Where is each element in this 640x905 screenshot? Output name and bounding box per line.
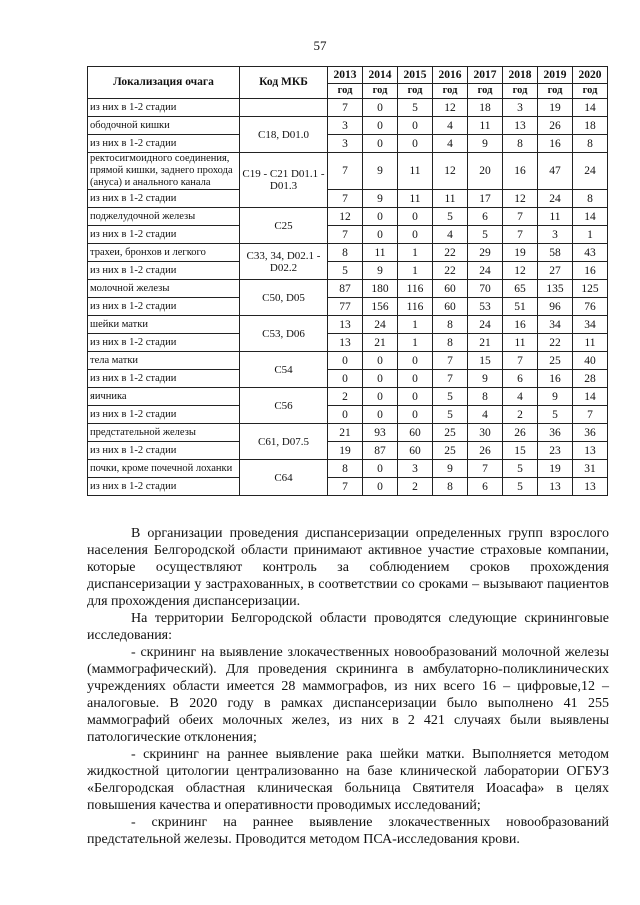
cell-value: 22 <box>433 262 468 280</box>
list-item: - скрининг на выявление злокачественных новообразований молочной железы (маммографический). Для проведения скрининга в амбулаторно-поликлинических учреждениях области имеется 28 маммографов, из них всего 16 – цифровые,12 – аналоговые. В 2020 году в рамках диспансеризации было выполнено 41 255 маммографий обеих молочных желез, из них в 2 421 случаях были выявлены патологические отклонения; <box>87 645 609 745</box>
cell-value: 0 <box>363 135 398 153</box>
cell-value: 7 <box>433 370 468 388</box>
cell-value: 4 <box>433 226 468 244</box>
cell-value: 21 <box>328 424 363 442</box>
cell-value: 7 <box>573 406 608 424</box>
cell-value: 11 <box>538 208 573 226</box>
cell-value: 60 <box>433 280 468 298</box>
cell-value: 0 <box>398 135 433 153</box>
header-icd-code: Код МКБ <box>240 67 328 99</box>
cell-value: 13 <box>503 117 538 135</box>
cell-value: 156 <box>363 298 398 316</box>
cell-value: 77 <box>328 298 363 316</box>
cell-value: 5 <box>433 406 468 424</box>
cell-value: 7 <box>328 99 363 117</box>
table-row <box>88 262 608 280</box>
cell-value: 0 <box>398 117 433 135</box>
cell-value: 11 <box>398 190 433 208</box>
cell-value: 4 <box>433 117 468 135</box>
cell-localization: из них в 1-2 стадии <box>88 190 240 208</box>
cell-localization: из них в 1-2 стадии <box>88 226 240 244</box>
cell-localization: из них в 1-2 стадии <box>88 442 240 460</box>
cell-icd-code: C33, 34, D02.1 - D02.2 <box>240 244 328 280</box>
cell-value: 21 <box>363 334 398 352</box>
cell-value: 8 <box>468 388 503 406</box>
cell-value: 19 <box>538 99 573 117</box>
cell-value: 7 <box>328 478 363 496</box>
table-row <box>88 424 608 442</box>
cell-value: 1 <box>398 262 433 280</box>
cell-value: 40 <box>573 352 608 370</box>
cell-value: 4 <box>503 388 538 406</box>
cell-value: 4 <box>433 135 468 153</box>
cell-value: 3 <box>503 99 538 117</box>
cell-value: 5 <box>433 388 468 406</box>
cell-value: 16 <box>538 135 573 153</box>
cell-value: 20 <box>468 153 503 190</box>
paragraph: В организации проведения диспансеризации определенных групп взрослого населения Белгородской области принимают активное участие страховые компании, которые осуществляют контроль за соблюдением сроков прохождения диспансеризации у застрахованных, в соответствии со сроками – вызывают пациентов для прохождения диспансеризации. <box>87 526 609 609</box>
cell-value: 13 <box>328 316 363 334</box>
cell-value: 180 <box>363 280 398 298</box>
cell-value: 15 <box>503 442 538 460</box>
cell-icd-code: C56 <box>240 388 328 424</box>
header-year: 2017 год <box>468 67 503 99</box>
table-row <box>88 460 608 478</box>
cell-localization: из них в 1-2 стадии <box>88 298 240 316</box>
cell-localization: из них в 1-2 стадии <box>88 406 240 424</box>
cell-value: 65 <box>503 280 538 298</box>
list-item: - скрининг на раннее выявление злокачественных новообразований предстательной железы. Проводится методом ПСА-исследования крови. <box>87 815 609 847</box>
cell-value: 0 <box>363 99 398 117</box>
cell-icd-code: C64 <box>240 460 328 496</box>
table-header-row <box>88 67 608 99</box>
cell-value: 5 <box>398 99 433 117</box>
table-row <box>88 117 608 135</box>
cell-value: 18 <box>468 99 503 117</box>
cell-value: 8 <box>433 316 468 334</box>
table-row <box>88 153 608 190</box>
cell-value: 8 <box>573 190 608 208</box>
cell-localization: поджелудочной железы <box>88 208 240 226</box>
cell-icd-code: C61, D07.5 <box>240 424 328 460</box>
cell-value: 11 <box>398 153 433 190</box>
table-row <box>88 316 608 334</box>
cell-value: 6 <box>503 370 538 388</box>
table-row <box>88 388 608 406</box>
cell-value: 26 <box>538 117 573 135</box>
cell-value: 12 <box>328 208 363 226</box>
cell-value: 2 <box>398 478 433 496</box>
cell-value: 51 <box>503 298 538 316</box>
table-row <box>88 334 608 352</box>
cell-value: 24 <box>363 316 398 334</box>
cell-value: 19 <box>503 244 538 262</box>
cell-value: 16 <box>503 153 538 190</box>
cell-value: 26 <box>468 442 503 460</box>
cell-value: 9 <box>468 135 503 153</box>
header-year: 2013 год <box>328 67 363 99</box>
cell-value: 25 <box>433 442 468 460</box>
cell-value: 22 <box>433 244 468 262</box>
cell-value: 14 <box>573 208 608 226</box>
header-year: 2014 год <box>363 67 398 99</box>
cell-value: 0 <box>398 388 433 406</box>
oncology-table <box>87 66 608 496</box>
cell-value: 22 <box>538 334 573 352</box>
table-row <box>88 135 608 153</box>
header-year: 2020 год <box>573 67 608 99</box>
cell-value: 5 <box>468 226 503 244</box>
cell-value: 7 <box>503 352 538 370</box>
page-number: 57 <box>313 38 327 53</box>
cell-value: 0 <box>328 352 363 370</box>
cell-value: 5 <box>433 208 468 226</box>
cell-value: 12 <box>433 99 468 117</box>
cell-value: 96 <box>538 298 573 316</box>
cell-value: 23 <box>538 442 573 460</box>
cell-value: 6 <box>468 478 503 496</box>
paragraph: На территории Белгородской области проводятся следующие скрининговые исследования: <box>87 611 609 643</box>
cell-value: 60 <box>433 298 468 316</box>
cell-localization: из них в 1-2 стадии <box>88 334 240 352</box>
table-row <box>88 442 608 460</box>
table-row <box>88 226 608 244</box>
cell-value: 15 <box>468 352 503 370</box>
table-row <box>88 298 608 316</box>
cell-value: 26 <box>503 424 538 442</box>
cell-localization: тела матки <box>88 352 240 370</box>
cell-value: 9 <box>468 370 503 388</box>
cell-value: 7 <box>503 208 538 226</box>
cell-value: 24 <box>538 190 573 208</box>
cell-value: 7 <box>468 460 503 478</box>
cell-value: 9 <box>363 190 398 208</box>
cell-value: 5 <box>538 406 573 424</box>
cell-localization: ректосигмоидного соединения, прямой кишки, заднего прохода (ануса) и анального канала <box>88 153 240 190</box>
cell-value: 116 <box>398 280 433 298</box>
cell-value: 0 <box>363 460 398 478</box>
cell-value: 14 <box>573 388 608 406</box>
header-localization: Локализация очага <box>88 67 240 99</box>
cell-value: 6 <box>468 208 503 226</box>
cell-value: 9 <box>433 460 468 478</box>
cell-value: 12 <box>503 262 538 280</box>
cell-value: 34 <box>538 316 573 334</box>
table-row <box>88 208 608 226</box>
cell-icd-code: C25 <box>240 208 328 244</box>
cell-value: 1 <box>398 316 433 334</box>
cell-localization: из них в 1-2 стадии <box>88 99 240 117</box>
cell-value: 9 <box>538 388 573 406</box>
cell-value: 0 <box>328 406 363 424</box>
cell-value: 24 <box>468 262 503 280</box>
cell-value: 13 <box>573 478 608 496</box>
cell-value: 8 <box>573 135 608 153</box>
cell-value: 11 <box>468 117 503 135</box>
cell-icd-code: C54 <box>240 352 328 388</box>
cell-icd-code: C19 - C21 D01.1 - D01.3 <box>240 153 328 208</box>
cell-value: 16 <box>573 262 608 280</box>
cell-value: 1 <box>573 226 608 244</box>
cell-value: 11 <box>433 190 468 208</box>
cell-value: 53 <box>468 298 503 316</box>
cell-icd-code: C53, D06 <box>240 316 328 352</box>
cell-value: 8 <box>328 460 363 478</box>
table-row <box>88 406 608 424</box>
cell-icd-code: C18, D01.0 <box>240 117 328 153</box>
header-year: 2019 год <box>538 67 573 99</box>
cell-localization: из них в 1-2 стадии <box>88 135 240 153</box>
cell-value: 0 <box>363 226 398 244</box>
cell-value: 2 <box>503 406 538 424</box>
cell-value: 13 <box>538 478 573 496</box>
cell-value: 12 <box>433 153 468 190</box>
cell-value: 3 <box>328 117 363 135</box>
cell-value: 7 <box>433 352 468 370</box>
cell-value: 25 <box>538 352 573 370</box>
header-year: 2016 год <box>433 67 468 99</box>
cell-value: 0 <box>363 208 398 226</box>
cell-value: 16 <box>538 370 573 388</box>
cell-value: 87 <box>363 442 398 460</box>
cell-value: 58 <box>538 244 573 262</box>
cell-value: 13 <box>328 334 363 352</box>
table-row <box>88 352 608 370</box>
cell-icd-code: C50, D05 <box>240 280 328 316</box>
cell-localization: трахеи, бронхов и легкого <box>88 244 240 262</box>
table-row <box>88 190 608 208</box>
cell-value: 60 <box>398 424 433 442</box>
cell-value: 17 <box>468 190 503 208</box>
cell-value: 7 <box>328 226 363 244</box>
header-year: 2015 год <box>398 67 433 99</box>
cell-localization: из них в 1-2 стадии <box>88 262 240 280</box>
list-item: - скрининг на раннее выявление рака шейки матки. Выполняется методом жидкостной цитологии централизованно на базе клинической лаборатории ОГБУЗ «Белгородская областная клиническая больница Святителя Иоасафа» в целях повышения качества и оперативности проводимых исследований; <box>87 747 609 813</box>
cell-value: 8 <box>433 478 468 496</box>
cell-value: 0 <box>363 370 398 388</box>
cell-value: 28 <box>573 370 608 388</box>
cell-localization: молочной железы <box>88 280 240 298</box>
cell-icd-code <box>240 99 328 117</box>
table-row <box>88 280 608 298</box>
cell-value: 9 <box>363 262 398 280</box>
cell-value: 13 <box>573 442 608 460</box>
cell-value: 93 <box>363 424 398 442</box>
cell-value: 0 <box>328 370 363 388</box>
cell-value: 0 <box>398 370 433 388</box>
cell-value: 87 <box>328 280 363 298</box>
table-row <box>88 370 608 388</box>
cell-value: 7 <box>503 226 538 244</box>
cell-value: 19 <box>328 442 363 460</box>
cell-value: 30 <box>468 424 503 442</box>
cell-value: 36 <box>573 424 608 442</box>
cell-value: 9 <box>363 153 398 190</box>
cell-value: 43 <box>573 244 608 262</box>
cell-value: 36 <box>538 424 573 442</box>
cell-value: 24 <box>573 153 608 190</box>
cell-value: 34 <box>573 316 608 334</box>
cell-value: 0 <box>398 226 433 244</box>
table-row <box>88 478 608 496</box>
cell-value: 16 <box>503 316 538 334</box>
cell-value: 3 <box>398 460 433 478</box>
body-text <box>87 525 609 848</box>
cell-value: 8 <box>328 244 363 262</box>
cell-value: 60 <box>398 442 433 460</box>
cell-value: 5 <box>503 478 538 496</box>
cell-value: 0 <box>363 352 398 370</box>
cell-value: 1 <box>398 244 433 262</box>
cell-value: 3 <box>328 135 363 153</box>
cell-value: 0 <box>363 117 398 135</box>
cell-value: 47 <box>538 153 573 190</box>
cell-value: 24 <box>468 316 503 334</box>
cell-value: 18 <box>573 117 608 135</box>
cell-value: 76 <box>573 298 608 316</box>
table-row <box>88 244 608 262</box>
cell-value: 0 <box>363 388 398 406</box>
cell-value: 11 <box>573 334 608 352</box>
cell-value: 0 <box>363 406 398 424</box>
cell-value: 11 <box>363 244 398 262</box>
cell-value: 14 <box>573 99 608 117</box>
cell-value: 12 <box>503 190 538 208</box>
cell-value: 0 <box>363 478 398 496</box>
cell-value: 4 <box>468 406 503 424</box>
cell-value: 0 <box>398 208 433 226</box>
table-row <box>88 99 608 117</box>
cell-value: 8 <box>433 334 468 352</box>
header-year: 2018 год <box>503 67 538 99</box>
cell-localization: из них в 1-2 стадии <box>88 370 240 388</box>
cell-value: 1 <box>398 334 433 352</box>
cell-localization: шейки матки <box>88 316 240 334</box>
cell-value: 125 <box>573 280 608 298</box>
cell-value: 0 <box>398 406 433 424</box>
cell-localization: из них в 1-2 стадии <box>88 478 240 496</box>
cell-value: 70 <box>468 280 503 298</box>
cell-value: 19 <box>538 460 573 478</box>
cell-localization: ободочной кишки <box>88 117 240 135</box>
cell-localization: яичника <box>88 388 240 406</box>
cell-localization: почки, кроме почечной лоханки <box>88 460 240 478</box>
cell-value: 8 <box>503 135 538 153</box>
cell-value: 27 <box>538 262 573 280</box>
cell-value: 7 <box>328 153 363 190</box>
cell-value: 21 <box>468 334 503 352</box>
cell-value: 7 <box>328 190 363 208</box>
cell-value: 116 <box>398 298 433 316</box>
cell-localization: предстательной железы <box>88 424 240 442</box>
cell-value: 25 <box>433 424 468 442</box>
cell-value: 2 <box>328 388 363 406</box>
cell-value: 0 <box>398 352 433 370</box>
cell-value: 135 <box>538 280 573 298</box>
cell-value: 3 <box>538 226 573 244</box>
cell-value: 5 <box>503 460 538 478</box>
cell-value: 31 <box>573 460 608 478</box>
cell-value: 5 <box>328 262 363 280</box>
cell-value: 29 <box>468 244 503 262</box>
cell-value: 11 <box>503 334 538 352</box>
